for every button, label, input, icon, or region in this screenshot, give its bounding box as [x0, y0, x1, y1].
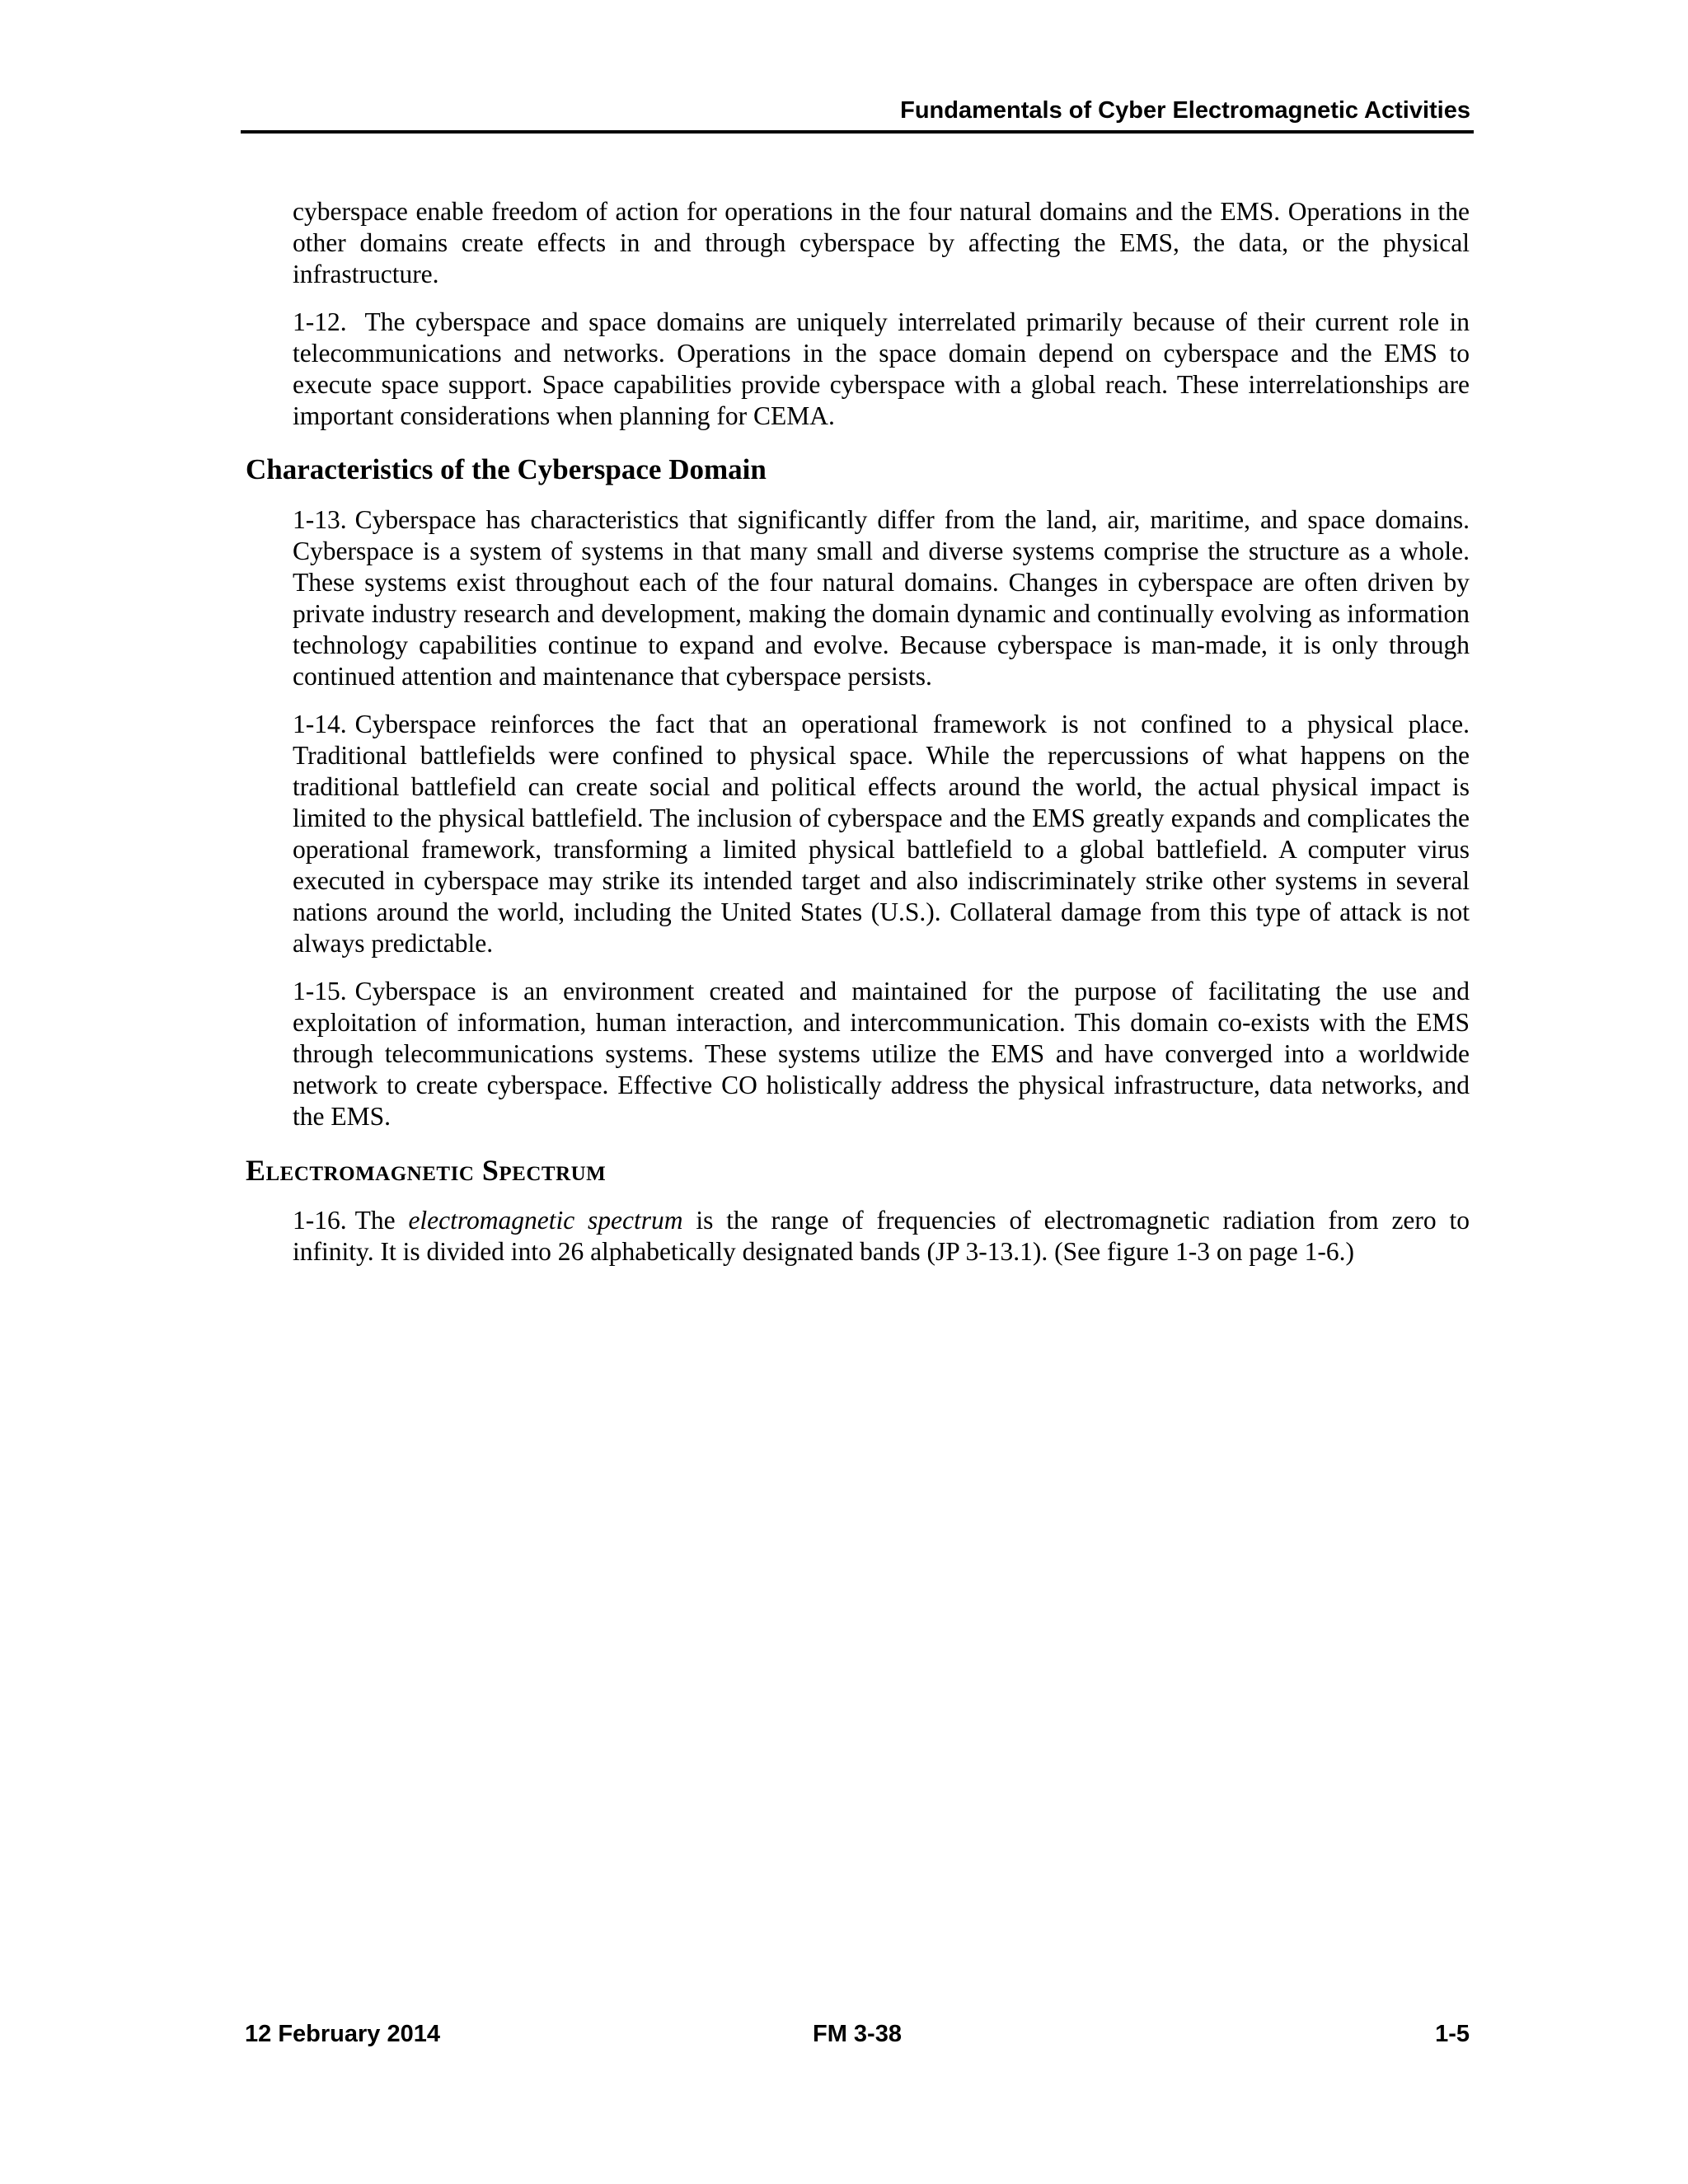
section-heading-ems: Electromagnetic Spectrum: [246, 1154, 607, 1187]
footer-doc-id: FM 3-38: [813, 2021, 902, 2047]
paragraph-1-16: [293, 1205, 1470, 1268]
paragraph-1-12: [293, 307, 1470, 432]
paragraph-1-14: [293, 709, 1470, 959]
paragraph-number: 1-16.: [293, 1206, 347, 1235]
paragraph-continued: cyberspace enable freedom of action for operations in the four natural domains and the EMS. Operations in the other domains create effects in and through cyberspace by affecting the EMS, the data, or the physical infrastructure.: [293, 197, 1470, 288]
paragraph-number: 1-15.: [293, 977, 347, 1005]
running-footer: [245, 2021, 1470, 2054]
paragraph-1-13: [293, 504, 1470, 692]
section-heading-cyberspace: Characteristics of the Cyberspace Domain: [246, 453, 767, 485]
paragraph-text: Cyberspace reinforces the fact that an operational framework is not confined to a physical place. Traditional battlefields were confined to physical space. While the repercussions of what happens on the traditional battlefield can create social and political effects around the world, the actual physical impact is limited to the physical battlefield. The inclusion of cyberspace and the EMS greatly expands and complicates the operational framework, transforming a limited physical battlefield to a global battlefield. A computer virus executed in cyberspace may strike its intended target and also indiscriminately strike other systems in several nations around the world, including the United States (U.S.). Collateral damage from this type of attack is not always predictable.: [293, 710, 1470, 958]
running-header-title: Fundamentals of Cyber Electromagnetic Activities: [900, 97, 1470, 124]
footer-page-number: 1-5: [1435, 2021, 1470, 2047]
paragraph-text: The cyberspace and space domains are uniquely interrelated primarily because of their current role in telecommunications and networks. Operations in the space domain depend on cyberspace and the EMS to execute space support. Space capabilities provide cyberspace with a global reach. These interrelationships are important considerations when planning for CEMA.: [293, 307, 1470, 430]
paragraph-text: Cyberspace is an environment created and maintained for the purpose of facilitating the use and exploitation of information, human interaction, and intercommunication. This domain co-exists with the EMS through telecommunications systems. These systems utilize the EMS and have converged into a worldwide network to create cyberspace. Effective CO holistically address the physical infrastructure, data networks, and the EMS.: [293, 977, 1470, 1131]
paragraph-text-pre: The: [354, 1206, 409, 1235]
paragraph-1-15: [293, 976, 1470, 1132]
running-header: [241, 92, 1474, 134]
paragraph-text: Cyberspace has characteristics that significantly differ from the land, air, maritime, and space domains. Cyberspace is a system of systems in that many small and diverse systems comprise the structure as a whole. These systems exist throughout each of the four natural domains. Changes in cyberspace are often driven by private industry research and development, making the domain dynamic and continually evolving as information technology capabilities continue to expand and evolve. Because cyberspace is man-made, it is only through continued attention and maintenance that cyberspace persists.: [293, 505, 1470, 691]
footer-date: 12 February 2014: [245, 2021, 440, 2047]
paragraph-text-post: is the range of frequencies of electromagnetic radiation from zero to infinity. It is divided into 26 alphabetically designated bands (JP 3-13.1). (See figure 1-3 on page 1-6.): [293, 1206, 1470, 1266]
paragraph-number: 1-12.: [293, 307, 347, 336]
page-content: [246, 196, 1470, 1284]
paragraph-number: 1-14.: [293, 710, 347, 738]
paragraph-number: 1-13.: [293, 505, 347, 534]
defined-term: electromagnetic spectrum: [408, 1206, 683, 1235]
